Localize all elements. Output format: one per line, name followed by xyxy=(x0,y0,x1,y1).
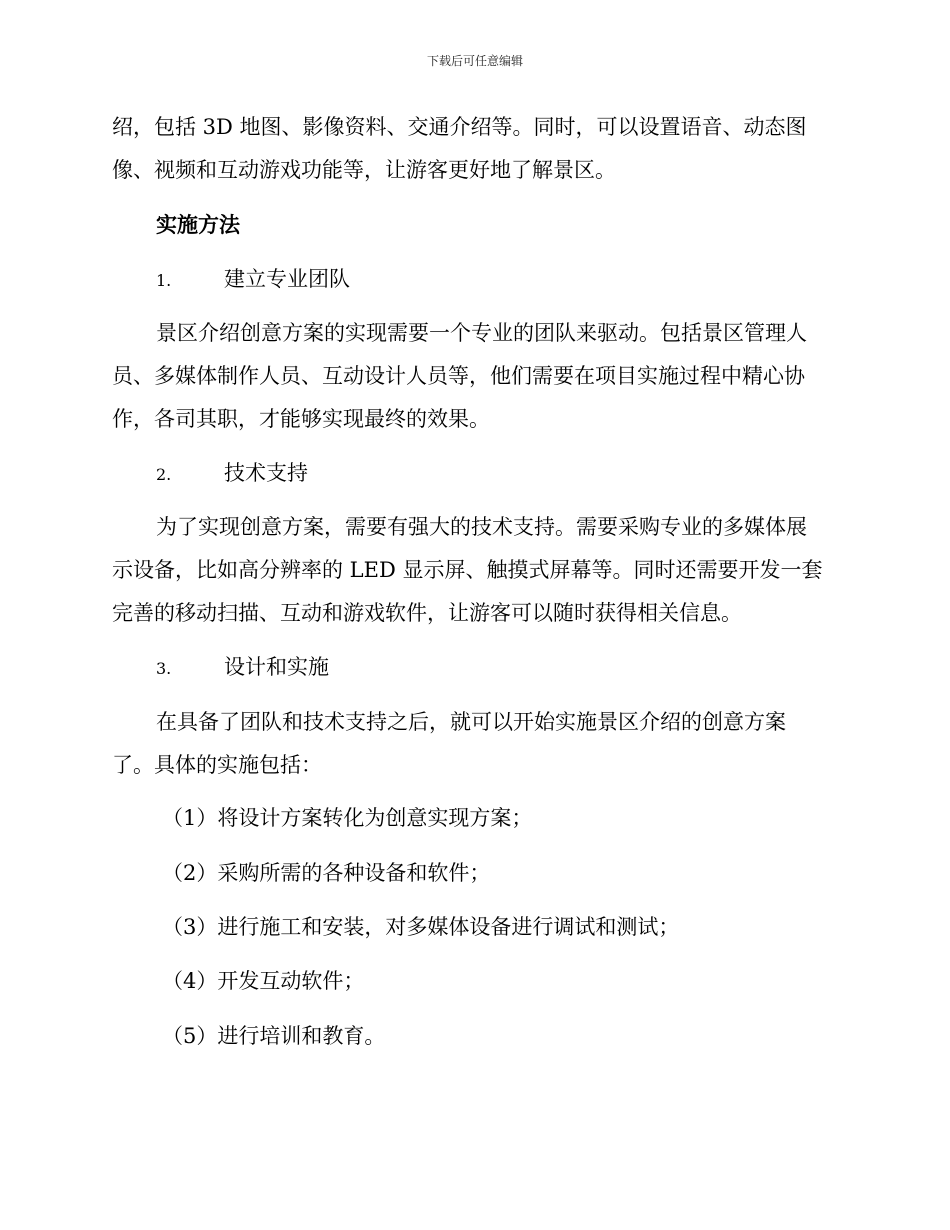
list-item: （3）进行施工和安装，对多媒体设备进行调试和测试； xyxy=(162,915,680,939)
paragraph-line: 示设备，比如高分辨率的 LED 显示屏、触摸式屏幕等。同时还需要开发一套 xyxy=(112,558,823,582)
page-header: 下载后可任意编辑 xyxy=(426,54,523,68)
paragraph-line: 绍，包括 3D 地图、影像资料、交通介绍等。同时，可以设置语音、动态图 xyxy=(112,115,807,139)
item-paragraph xyxy=(112,312,852,441)
paragraph-line: 在具备了团队和技术支持之后，就可以开始实施景区介绍的创意方案 xyxy=(156,710,786,734)
item-title: 建立专业团队 xyxy=(224,267,350,291)
list-item: （5）进行培训和教育。 xyxy=(162,1024,386,1048)
paragraph-line: 像、视频和互动游戏功能等，让游客更好地了解景区。 xyxy=(112,158,616,182)
list-item: （4）开发互动软件； xyxy=(162,969,365,993)
numbered-item-title xyxy=(112,452,896,496)
item-number: 3. xyxy=(156,659,172,678)
paragraph-line: 员、多媒体制作人员、互动设计人员等，他们需要在项目实施过程中精心协 xyxy=(112,364,805,388)
list-item: （1）将设计方案转化为创意实现方案； xyxy=(162,806,533,830)
item-title: 设计和实施 xyxy=(224,655,329,679)
item-paragraph xyxy=(112,506,852,635)
paragraph-line: 完善的移动扫描、互动和游戏软件，让游客可以随时获得相关信息。 xyxy=(112,601,742,625)
paragraph-line: 了。具体的实施包括： xyxy=(112,753,322,777)
numbered-item-title xyxy=(112,258,896,302)
numbered-item-title xyxy=(112,646,896,690)
paragraph-line: 景区介绍创意方案的实现需要一个专业的团队来驱动。包括景区管理人 xyxy=(156,321,807,345)
paragraph-line: 作，各司其职，才能够实现最终的效果。 xyxy=(112,407,490,431)
intro-paragraph xyxy=(112,106,852,192)
item-paragraph xyxy=(112,701,852,787)
item-title: 技术支持 xyxy=(224,461,308,485)
section-heading: 实施方法 xyxy=(156,212,240,237)
item-number: 1. xyxy=(156,271,172,290)
paragraph-line: 为了实现创意方案，需要有强大的技术支持。需要采购专业的多媒体展 xyxy=(156,515,807,539)
item-number: 2. xyxy=(156,465,172,484)
list-item: （2）采购所需的各种设备和软件； xyxy=(162,861,491,885)
